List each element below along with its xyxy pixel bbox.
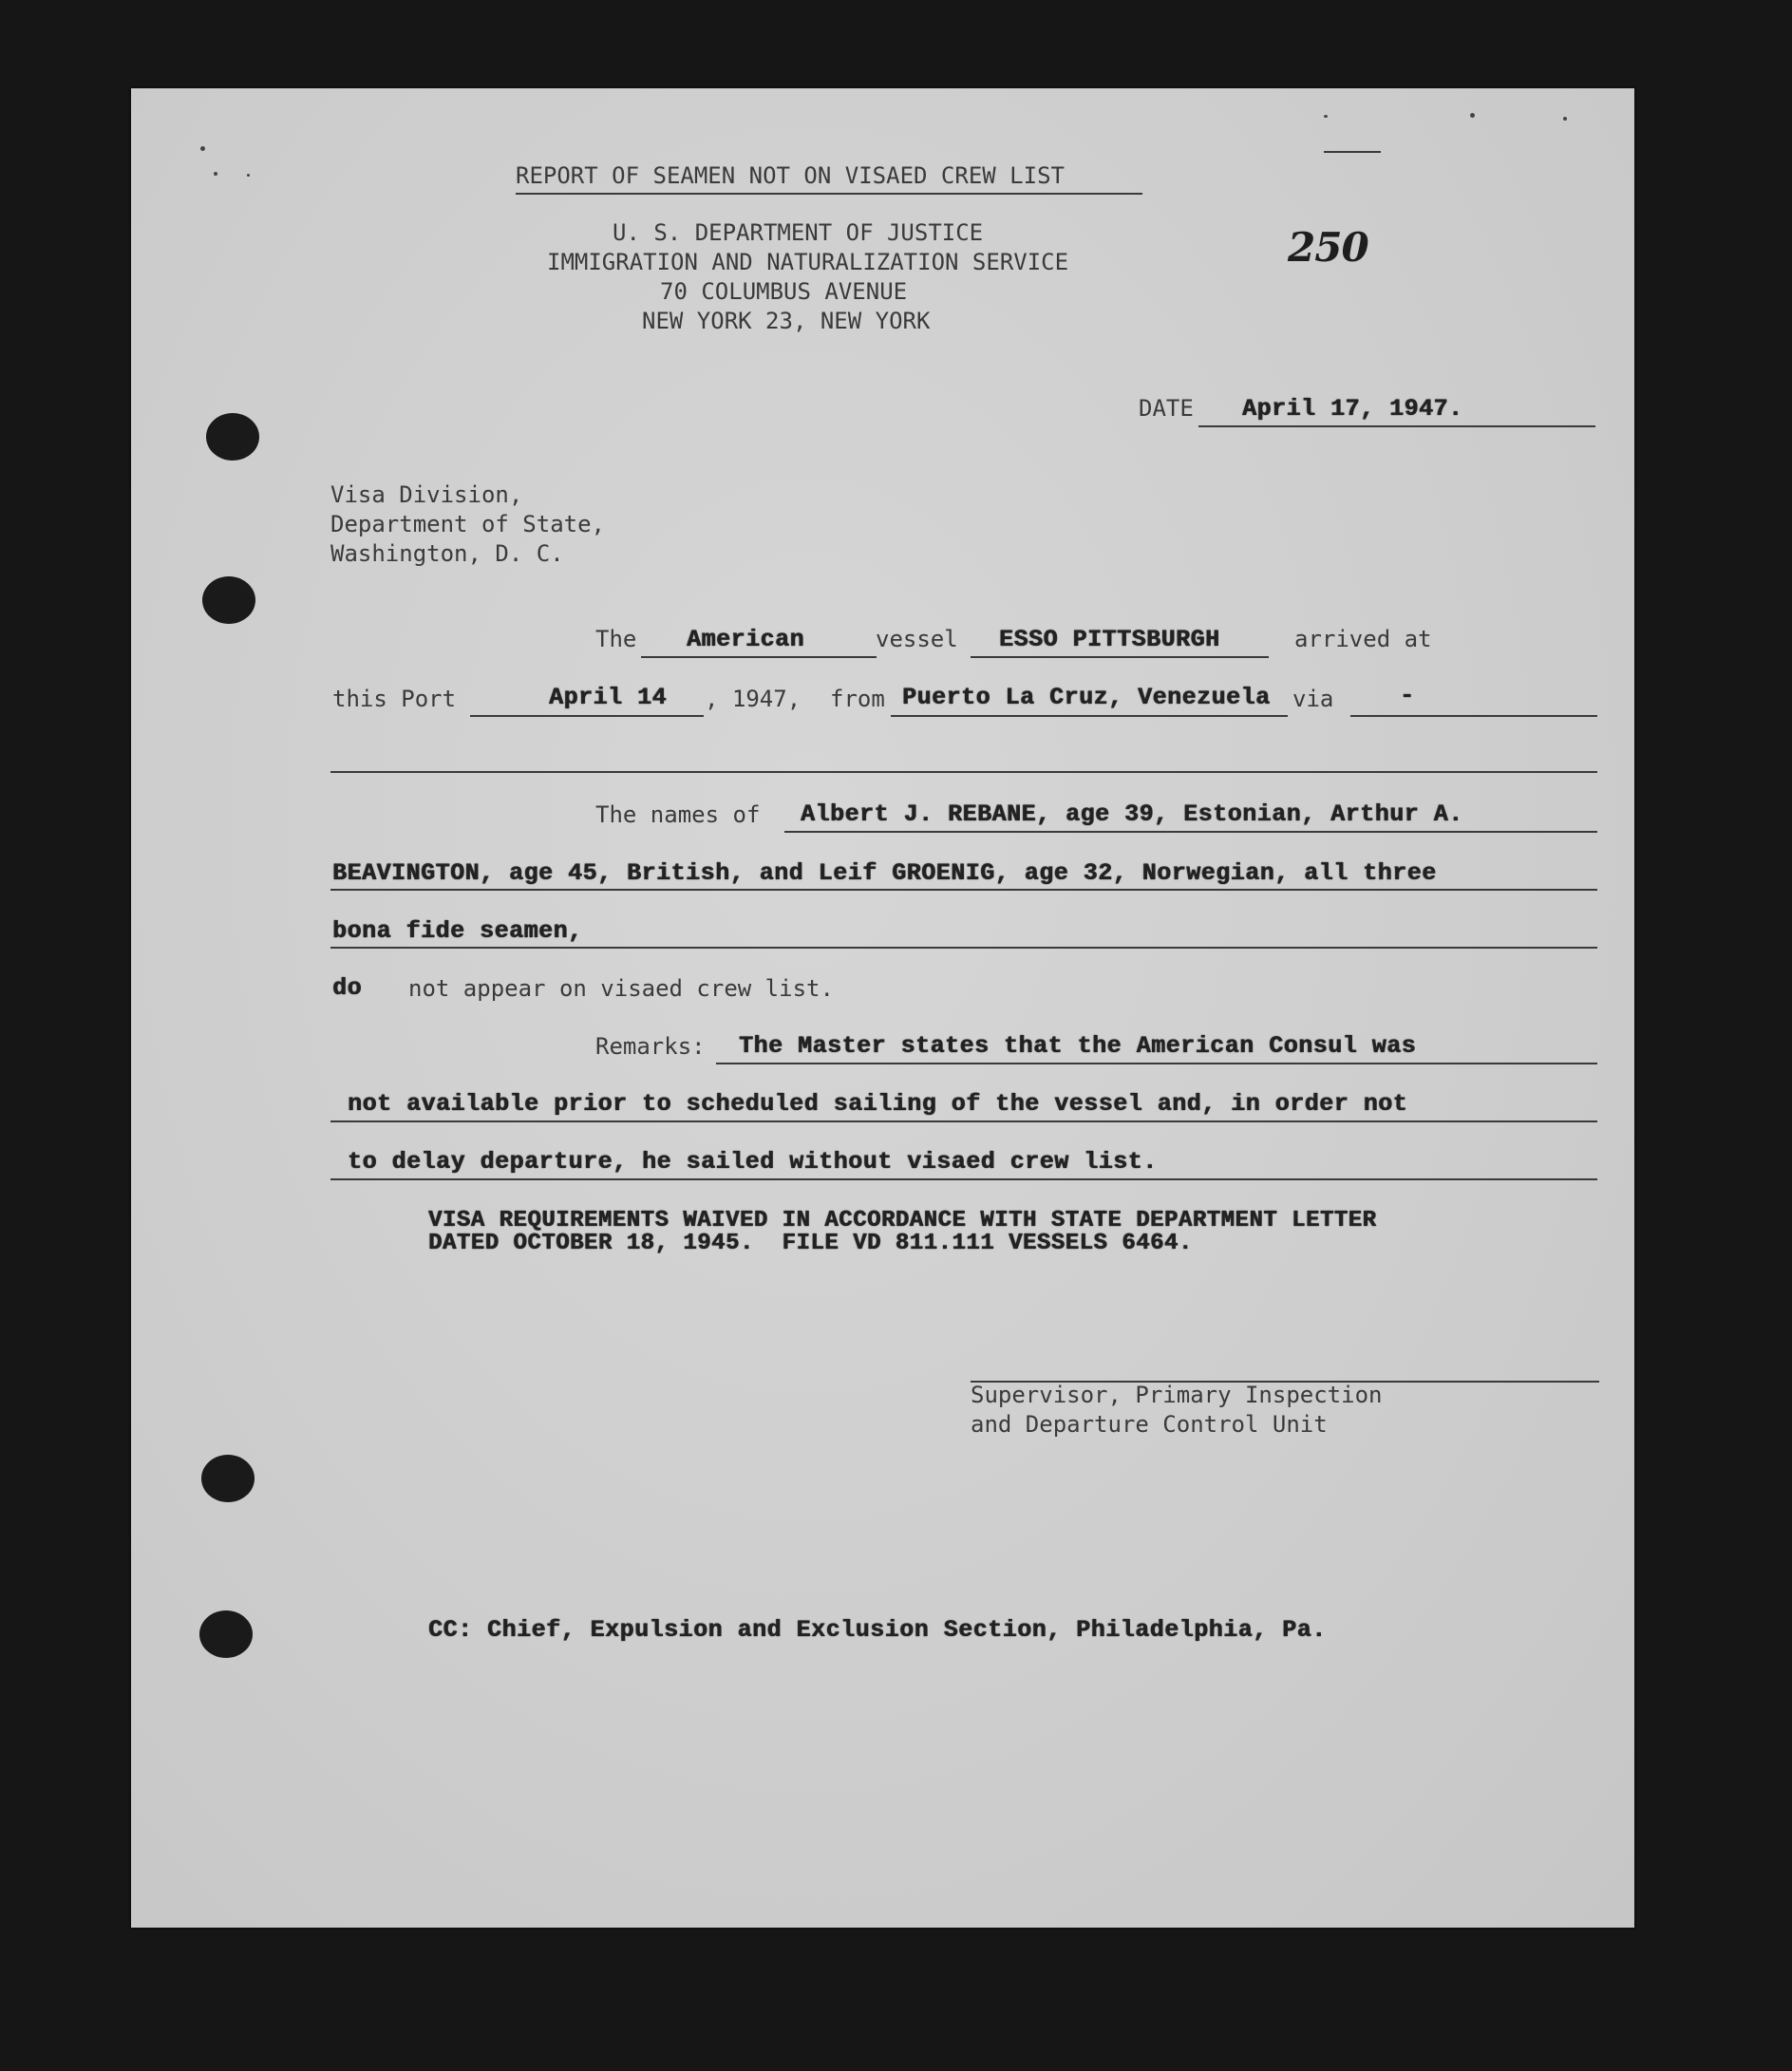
waiver-line-2: DATED OCTOBER 18, 1945. FILE VD 811.111 VESSELS 6464. [428,1231,1193,1256]
names-label: The names of [595,801,761,828]
names-line-2: BEAVINGTON, age 45, British, and Leif GROENIG, age 32, Norwegian, all three [332,859,1437,887]
remarks-line-3: to delay departure, he sailed without visaed crew list. [348,1148,1158,1176]
date-label: DATE [1139,395,1194,422]
names-line-3-underline [330,947,1597,949]
recipient-line-2: Department of State, [330,511,605,537]
via-underline [1350,715,1597,717]
names-tail: not appear on visaed crew list. [408,975,834,1002]
remarks-line-2: not available prior to scheduled sailing of the vessel and, in order not [348,1090,1408,1118]
smudge-line [1324,151,1381,153]
speck [1563,117,1567,121]
from-place-underline [891,715,1288,717]
recipient-line-3: Washington, D. C. [330,540,564,567]
remarks-line-3-underline [330,1178,1597,1180]
via-value: - [1400,682,1415,709]
city-address: NEW YORK 23, NEW YORK [642,308,931,334]
speck [247,174,250,177]
remarks-line-2-underline [330,1120,1597,1122]
punch-hole-3 [201,1455,255,1502]
report-title: REPORT OF SEAMEN NOT ON VISAED CREW LIST [516,162,1065,189]
names-line-2-underline [330,889,1597,891]
names-verb: do [332,974,363,1002]
date-underline [1198,425,1595,427]
report-title-underline [516,193,1142,195]
names-line-3: bona fide seamen, [332,917,583,945]
waiver-line-1: VISA REQUIREMENTS WAIVED IN ACCORDANCE WITH STATE DEPARTMENT LETTER [428,1208,1377,1233]
remarks-label: Remarks: [595,1033,706,1060]
recipient-line-1: Visa Division, [330,481,523,508]
this-port-label: this Port [332,686,457,712]
date-value: April 17, 1947. [1242,395,1463,423]
the-label: The [595,626,637,652]
vessel-label: vessel [876,626,958,652]
arrived-at-label: arrived at [1294,626,1432,652]
via-label: via [1292,686,1334,712]
from-label: from [830,686,885,712]
arrival-date: April 14 [549,684,668,711]
service-name: IMMIGRATION AND NATURALIZATION SERVICE [547,249,1069,275]
vessel-nationality: American [687,626,805,653]
stamped-number: 250 [1288,224,1368,271]
speck [200,146,205,151]
department-name: U. S. DEPARTMENT OF JUSTICE [613,219,984,246]
blank-underline [330,771,1597,773]
punch-hole-1 [206,413,259,461]
punch-hole-2 [202,576,255,624]
remarks-line-1: The Master states that the American Consul was [739,1032,1417,1060]
cc-line: CC: Chief, Expulsion and Exclusion Section, Philadelphia, Pa. [428,1616,1327,1644]
remarks-line-1-underline [716,1063,1597,1064]
arrival-year: , 1947, [705,686,802,712]
punch-hole-4 [199,1610,253,1658]
vessel-name: ESSO PITTSBURGH [999,626,1220,653]
signature-line-2: and Departure Control Unit [971,1411,1328,1438]
document-page [131,88,1634,1928]
speck [1470,113,1475,118]
speck [214,172,217,176]
arrival-date-underline [470,715,704,717]
names-line-1-underline [784,831,1597,833]
speck [1324,115,1328,118]
from-place: Puerto La Cruz, Venezuela [902,684,1271,711]
vessel-name-underline [971,656,1269,658]
street-address: 70 COLUMBUS AVENUE [660,278,908,305]
names-line-1: Albert J. REBANE, age 39, Estonian, Arthur A. [801,800,1463,828]
nationality-underline [641,656,877,658]
signature-line-1: Supervisor, Primary Inspection [971,1382,1383,1408]
